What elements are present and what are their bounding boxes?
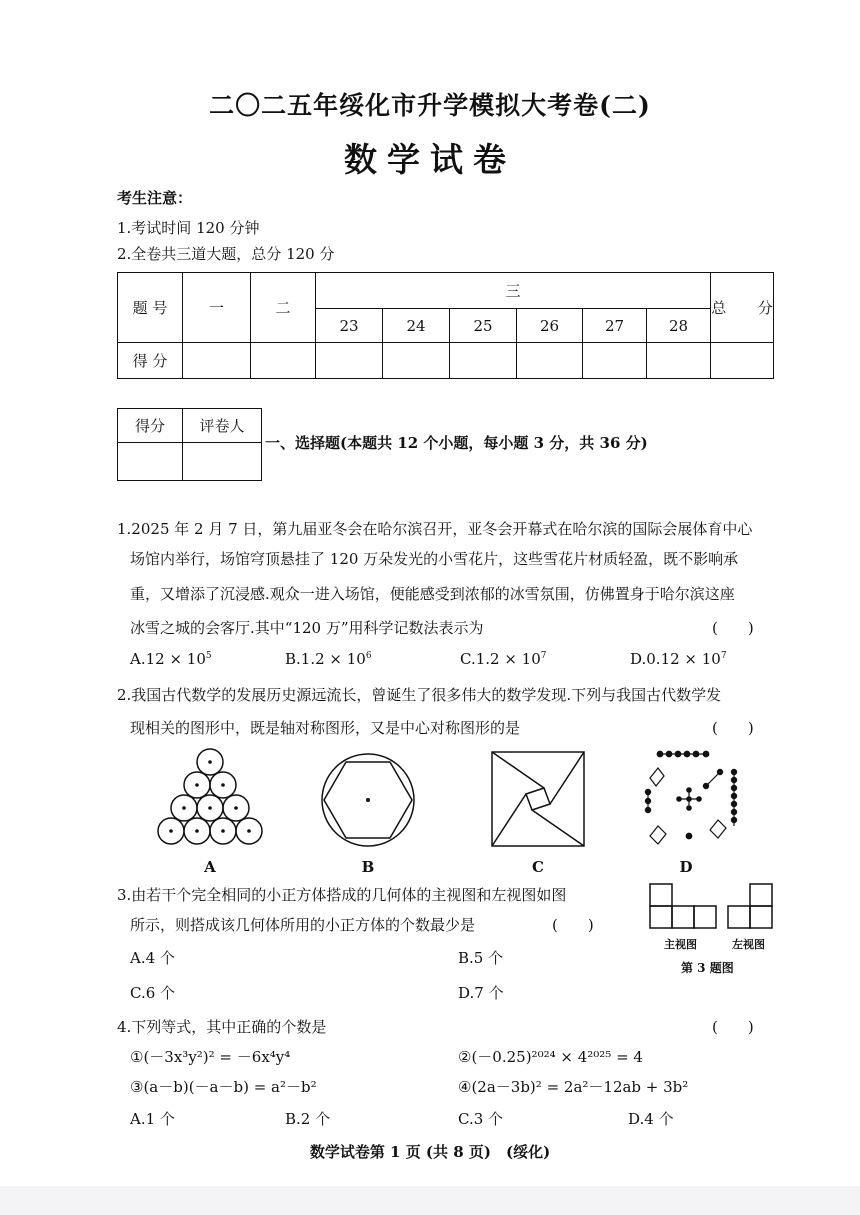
score-cell[interactable] — [316, 343, 383, 379]
score-table-sub-col: 23 — [316, 309, 383, 343]
notice-item: 2.全卷共三道大题，总分 120 分 — [117, 245, 335, 263]
q3-option-b[interactable]: B.5 个 — [458, 949, 504, 967]
score-table-header-label: 题 号 — [118, 273, 183, 343]
score-table-sub-col: 25 — [450, 309, 517, 343]
q4-item: ①(－3x³y²)² = －6x⁴y⁴ — [130, 1048, 291, 1066]
page-title: 数学试卷 — [344, 140, 516, 179]
grader-name-label: 评卷人 — [183, 409, 262, 443]
score-table-sub-col: 28 — [647, 309, 711, 343]
figure-d-dot-pattern[interactable] — [634, 748, 744, 848]
bottom-band — [0, 1186, 860, 1215]
notice-item: 1.考试时间 120 分钟 — [117, 219, 260, 237]
score-table-total-label — [711, 273, 774, 343]
score-cell[interactable] — [711, 343, 774, 379]
answer-bracket[interactable]: ( ) — [712, 719, 754, 737]
figure-label: B — [361, 858, 375, 876]
figure-label: D — [679, 858, 693, 876]
page-footer: 数学试卷第 1 页 (共 8 页) (绥化) — [309, 1143, 551, 1161]
score-table-col-one: 一 — [183, 273, 251, 343]
q4-item: ②(－0.25)²⁰²⁴ × 4²⁰²⁵ = 4 — [458, 1048, 643, 1066]
q1-option-a[interactable] — [130, 650, 212, 668]
answer-bracket[interactable]: ( ) — [552, 916, 594, 934]
figure-b-hexagon-in-circle[interactable] — [318, 750, 418, 850]
grader-score-cell[interactable] — [118, 443, 183, 481]
q1-option-b[interactable] — [285, 650, 372, 668]
q4-option-b[interactable]: B.2 个 — [285, 1110, 331, 1128]
score-cell[interactable] — [183, 343, 251, 379]
score-cell[interactable] — [583, 343, 647, 379]
q1-line: 重，又增添了沉浸感.观众一进入场馆，便能感受到浓郁的冰雪氛围，仿佛置身于哈尔滨这座 — [130, 585, 735, 603]
grader-name-cell[interactable] — [183, 443, 262, 481]
q3-front-view — [648, 882, 722, 934]
answer-bracket[interactable]: ( ) — [712, 1018, 754, 1036]
score-cell[interactable] — [450, 343, 517, 379]
total-label-char: 总 — [711, 299, 727, 317]
q4-stem: 4.下列等式，其中正确的个数是 — [117, 1018, 327, 1036]
option-text: A.12 × 10 — [130, 650, 206, 668]
q4-item: ④(2a－3b)² = 2a²－12ab + 3b² — [458, 1078, 689, 1096]
q3-option-d[interactable]: D.7 个 — [458, 984, 504, 1002]
option-exponent: 7 — [720, 651, 727, 661]
option-text: B.1.2 × 10 — [285, 650, 366, 668]
left-view-label: 左视图 — [732, 938, 765, 951]
score-table-sub-col: 27 — [583, 309, 647, 343]
q1-option-c[interactable] — [460, 650, 547, 668]
q3-left-view — [726, 882, 778, 934]
q4-option-d[interactable]: D.4 个 — [628, 1110, 674, 1128]
figure-caption: 第 3 题图 — [681, 961, 734, 975]
q1-line: 场馆内举行，场馆穹顶悬挂了 120 万朵发光的小雪花片，这些雪花片材质轻盈，既不影响承 — [130, 550, 739, 568]
score-cell[interactable] — [251, 343, 316, 379]
figure-a-circles-triangle[interactable] — [152, 745, 268, 851]
score-table — [117, 272, 774, 379]
q3-option-a[interactable]: A.4 个 — [130, 949, 175, 967]
q1-option-d[interactable] — [630, 650, 727, 668]
figure-c-pinwheel-square[interactable] — [488, 748, 588, 850]
q2-line: 现相关的图形中，既是轴对称图形，又是中心对称图形的是 — [130, 719, 521, 737]
option-text: D.0.12 × 10 — [630, 650, 721, 668]
total-label-char: 分 — [757, 299, 773, 317]
q4-option-c[interactable]: C.3 个 — [458, 1110, 504, 1128]
exam-series-title: 二〇二五年绥化市升学模拟大考卷(二) — [209, 91, 651, 120]
q4-option-a[interactable]: A.1 个 — [130, 1110, 175, 1128]
grader-score-label: 得分 — [118, 409, 183, 443]
score-row-label: 得 分 — [118, 343, 183, 379]
q4-item: ③(a－b)(－a－b) = a²－b² — [130, 1078, 317, 1096]
option-exponent: 6 — [365, 651, 372, 661]
notice-label: 考生注意： — [117, 189, 193, 207]
grader-box — [117, 408, 262, 481]
option-exponent: 5 — [205, 651, 212, 661]
q3-line: 所示，则搭成该几何体所用的小正方体的个数最少是 — [130, 916, 476, 934]
section-heading: 一、选择题(本题共 12 个小题，每小题 3 分，共 36 分) — [265, 434, 648, 452]
score-cell[interactable] — [647, 343, 711, 379]
q1-line: 冰雪之城的会客厅.其中“120 万”用科学记数法表示为 — [130, 619, 484, 637]
q3-line: 3.由若干个完全相同的小正方体搭成的几何体的主视图和左视图如图 — [117, 886, 567, 904]
q3-option-c[interactable]: C.6 个 — [130, 984, 176, 1002]
score-table-sub-col: 24 — [383, 309, 450, 343]
option-exponent: 7 — [540, 651, 547, 661]
option-text: C.1.2 × 10 — [460, 650, 541, 668]
front-view-label: 主视图 — [664, 938, 697, 951]
score-table-col-three: 三 — [316, 273, 711, 309]
score-cell[interactable] — [517, 343, 583, 379]
score-table-sub-col: 26 — [517, 309, 583, 343]
answer-bracket[interactable]: ( ) — [712, 619, 754, 637]
q2-line: 2.我国古代数学的发展历史源远流长，曾诞生了很多伟大的数学发现.下列与我国古代数学发 — [117, 686, 722, 704]
figure-label: A — [204, 858, 216, 876]
score-table-col-two: 二 — [251, 273, 316, 343]
figure-label: C — [532, 858, 544, 876]
q1-line: 1.2025 年 2 月 7 日，第九届亚冬会在哈尔滨召开，亚冬会开幕式在哈尔滨的国际会展体育中心 — [117, 520, 753, 538]
score-cell[interactable] — [383, 343, 450, 379]
